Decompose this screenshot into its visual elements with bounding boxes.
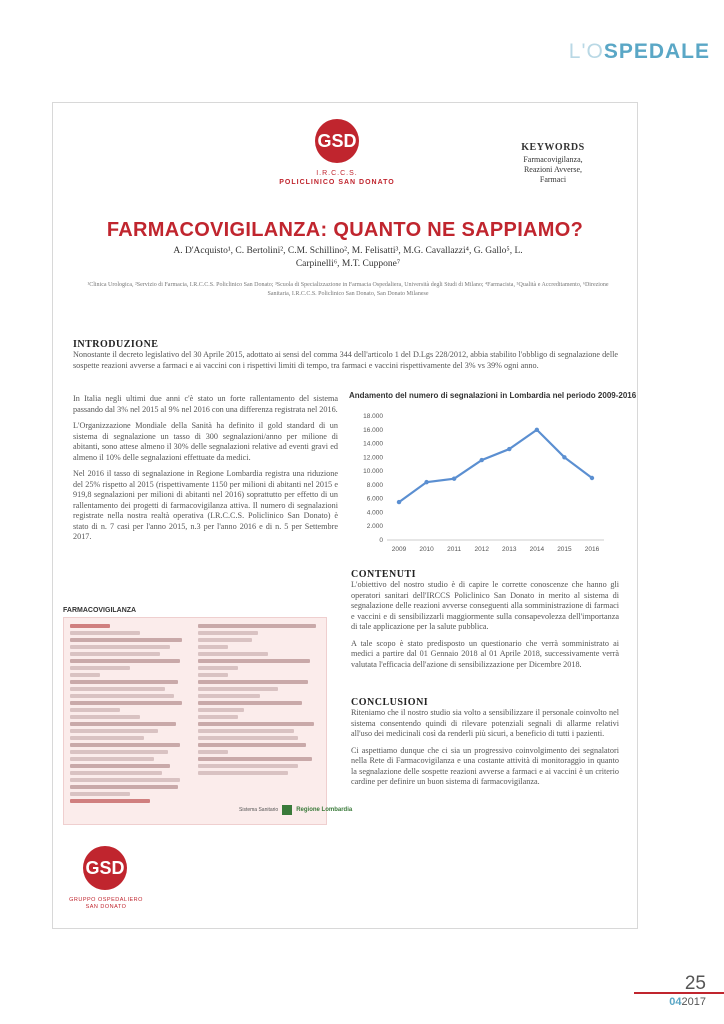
issue-number: 042017 <box>669 996 706 1008</box>
x-tick-label: 2012 <box>474 546 489 553</box>
lombardia-icon <box>282 805 292 815</box>
poster <box>52 102 638 929</box>
x-tick-label: 2014 <box>529 546 545 553</box>
data-point <box>562 455 566 459</box>
chart-plot <box>349 400 619 555</box>
questionnaire-title: FARMACOVIGILANZA <box>63 607 137 614</box>
page-number: 25 <box>684 973 706 994</box>
sponsor-right: Regione Lombardia <box>296 807 353 813</box>
line-chart <box>349 391 637 561</box>
chart-title: Andamento del numero di segnalazioni in Lombardia nel periodo 2009-2016 <box>349 391 637 400</box>
data-point <box>507 447 511 451</box>
conclusioni-section <box>351 697 619 794</box>
left-column <box>73 394 338 549</box>
questionnaire-column-right <box>198 624 318 778</box>
paragraph: In Italia negli ultimi due anni c'è stato un forte rallentamento del sistema passando dal 3% nel 2015 al 9% nel 2016 con una differenza registrata nel 2016. <box>73 394 338 414</box>
group-name: GRUPPO OSPEDALIERO SAN DONATO <box>69 897 143 910</box>
footer-rule <box>634 992 724 994</box>
questionnaire-column-left <box>70 624 190 806</box>
gsd-logo: GSD <box>315 119 359 163</box>
intro-text: Nonostante il decreto legislativo del 30 Aprile 2015, adottato ai sensi del comma 344 dell'articolo 1 del D.Lgs 228/2012, abbia stabilito l'obbligo di segnalazione delle sospette reazioni avverse a farmaci e ai vaccini con i rispettivi limiti di tempo, tra farmaci e vaccini rispettivamente del 3% vs 39% ogni anno. <box>73 350 618 370</box>
data-point <box>452 476 456 480</box>
x-tick-label: 2013 <box>502 546 517 553</box>
affiliations: ¹Clinica Urologica, ²Servizio di Farmacia, I.R.C.C.S. Policlinico San Donato; ³Scuola di Specializzazione in Farmacia Ospedaliera, Università degli Studi di Milano; ⁴Farmacista, ⁵Qualità e Accreditamento, ⁶Direzione Sanitaria, I.R.C.C.S. Policlinico San Donato, San Donato Milanese <box>87 282 609 297</box>
contenuti-section <box>351 569 619 676</box>
intro-heading: INTRODUZIONE <box>73 339 159 350</box>
y-tick-label: 18.000 <box>363 413 383 420</box>
paragraph: L'obiettivo del nostro studio è di capire le corrette conoscenze che hanno gli operatori sanitari dell'IRCCS Policlinico San Donato in merito al sistema di segnalazione delle reazioni avverse conseguenti alla somministrazione di farmaci e vaccini e di sensibilizzarli maggiormente sulla consapevolezza dell'importanza di tale applicazione per la salute pubblica. <box>351 580 619 631</box>
y-tick-label: 6.000 <box>366 495 383 503</box>
questionnaire-form <box>63 617 327 825</box>
masthead-logo <box>569 40 710 64</box>
data-point <box>590 476 594 480</box>
x-tick-label: 2009 <box>391 546 407 553</box>
y-tick-label: 16.000 <box>363 426 383 434</box>
sponsor-logos <box>239 805 352 815</box>
keywords-title: KEYWORDS <box>521 142 585 153</box>
y-tick-label: 0 <box>379 537 383 544</box>
paragraph: Ci aspettiamo dunque che ci sia un progressivo coinvolgimento dei segnalatori nella Rete di Farmacovigilanza e una costante attività di monitoraggio in quanto la segnalazione delle sospette reazioni avverse a farmaci e ai vaccini è un criterio cardine per definire un buon sistema di farmacovigilanza. <box>351 745 619 786</box>
paragraph: L'Organizzazione Mondiale della Sanità ha definito il gold standard di un sistema di segnalazione un tasso di 300 segnalazioni/anno per milione di abitanti, sono attese almeno il 30% delle segnalazioni relative ad eventi gravi ed almeno il 10% delle segnalazioni effettuate da medici. <box>73 421 338 462</box>
y-tick-label: 4.000 <box>366 509 383 517</box>
data-point <box>480 458 484 462</box>
masthead-prefix: L'O <box>568 40 604 63</box>
sponsor-left: Sistema Sanitario <box>239 807 279 813</box>
y-tick-label: 10.000 <box>363 468 383 476</box>
x-tick-label: 2016 <box>584 546 600 553</box>
poster-title: FARMACOVIGILANZA: QUANTO NE SAPPIAMO? <box>106 219 584 241</box>
institute-name: I.R.C.C.S. POLICLINICO SAN DONATO <box>279 170 395 186</box>
keyword: Reazioni Avverse, <box>523 165 583 174</box>
contenuti-heading: CONTENUTI <box>351 569 417 580</box>
data-point <box>424 480 428 484</box>
authors: A. D'Acquisto¹, C. Bertolini², C.M. Schillino², M. Felisatti³, M.G. Cavallazzi⁴, G. Gallo⁵, L. Carpinelli⁶, M.T. Cuppone⁷ <box>173 246 523 269</box>
y-tick-label: 2.000 <box>366 523 383 531</box>
keywords-box <box>493 143 613 185</box>
intro-section <box>73 339 618 377</box>
masthead-name: SPEDALE <box>603 40 710 63</box>
conclusioni-heading: CONCLUSIONI <box>351 697 429 708</box>
data-point <box>535 428 539 432</box>
keyword: Farmaci <box>539 175 567 184</box>
paragraph: Nel 2016 il tasso di segnalazione in Regione Lombardia registra una riduzione del 25% rispetto al 2015 (rispettivamente 1150 per milioni di abitanti nel 2015 e 919,8 segnalazioni per milioni di abitanti nel 2016) soprattutto per effetto di un rallentamento dei progetti di farmacovigilanza attiva. Il numero di segnalazioni registrate nella nostra realtà operativa (I.R.C.C.S. Policlinico San Donato) è stato di n. 7 casi per l'anno 2015, n.3 per l'anno 2016 e di n. 5 per Settembre 2017. <box>73 469 338 541</box>
y-tick-label: 8.000 <box>366 481 383 489</box>
series-line <box>399 430 592 502</box>
questionnaire-screenshot <box>63 607 335 827</box>
keyword: Farmacovigilanza, <box>523 155 583 164</box>
paragraph: Riteniamo che il nostro studio sia volto a sensibilizzare il personale coinvolto nel sistema consentendo quindi di rilevare potenziali segnali di allarme relativi all'uso dei medicinali così da renderli più sicuri, a beneficio di tutti i pazienti. <box>351 708 619 738</box>
x-tick-label: 2010 <box>419 546 434 553</box>
paragraph: A tale scopo è stato predisposto un questionario che verrà somministrato ai medici a partire dal 01 Gennaio 2018 al 01 Aprile 2018, successivamente verrà valutata l'efficacia dell'azione di sensibilizzazione per Dicembre 2018. <box>351 638 619 669</box>
x-tick-label: 2015 <box>557 546 572 553</box>
y-tick-label: 12.000 <box>363 454 383 462</box>
x-tick-label: 2011 <box>447 546 462 553</box>
gsd-logo-bottom: GSD <box>83 846 127 890</box>
data-point <box>397 500 401 504</box>
y-tick-label: 14.000 <box>363 440 383 448</box>
